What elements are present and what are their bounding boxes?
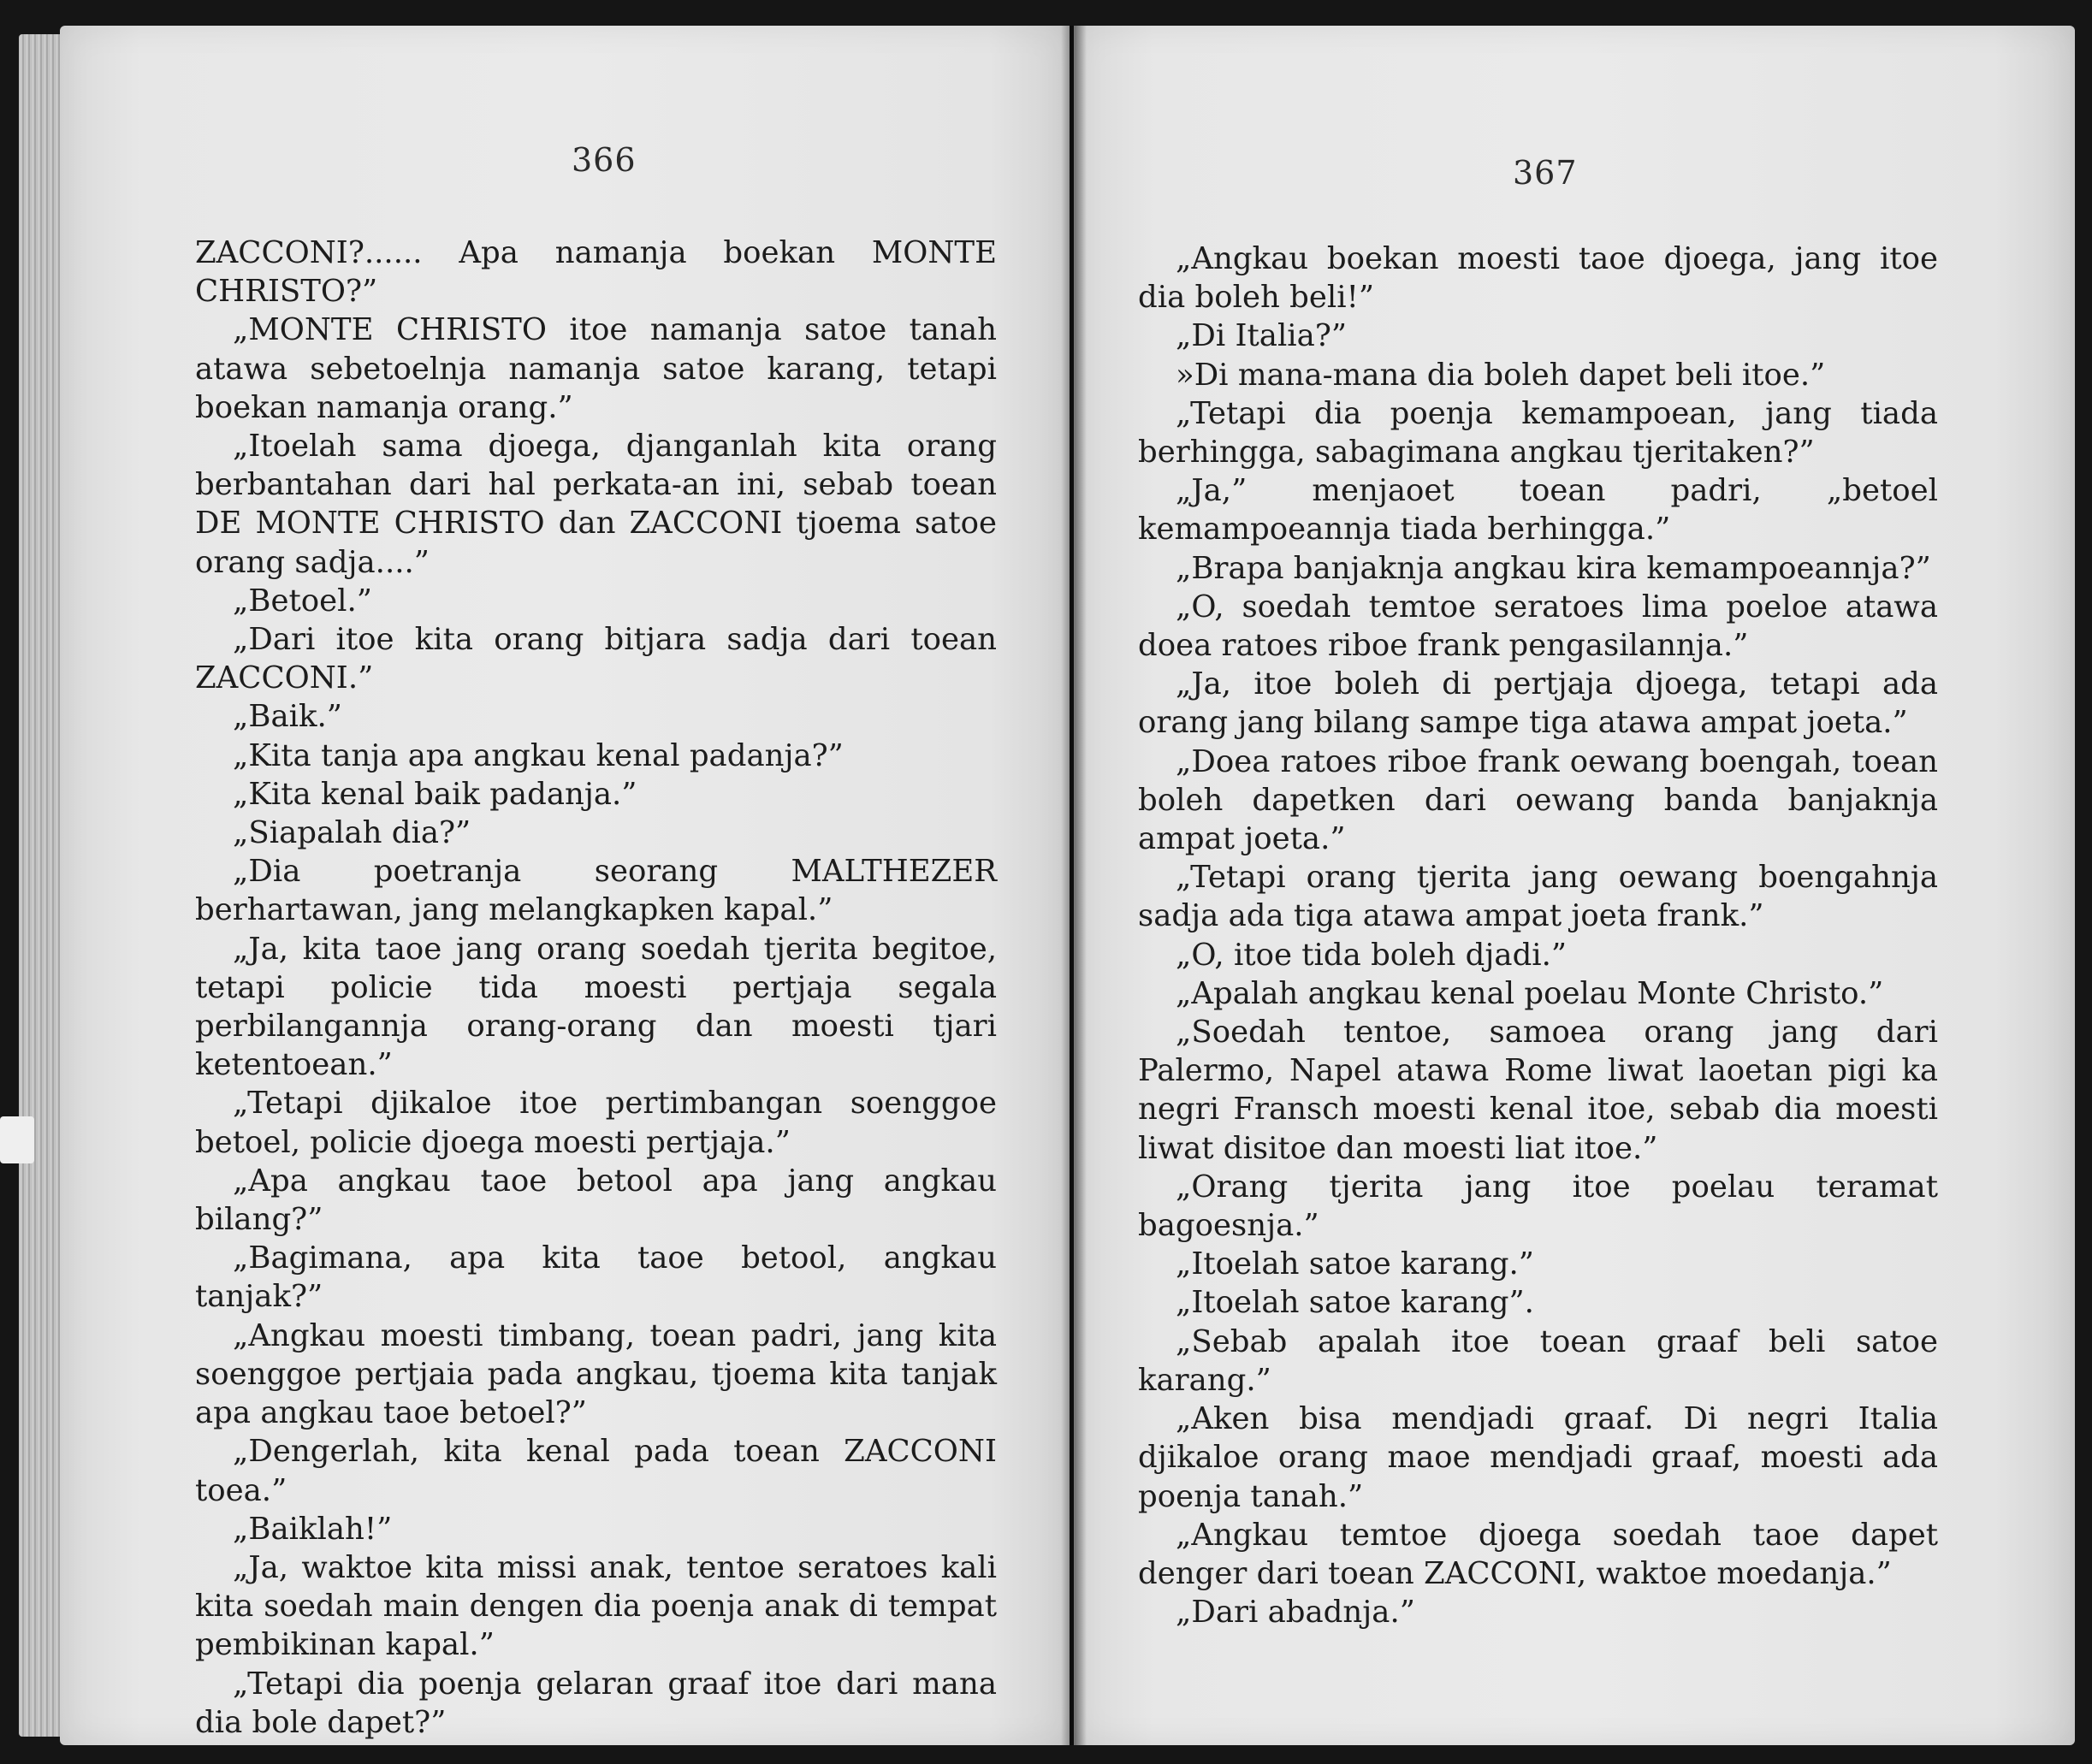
paragraph: „Siapalah dia?” (233, 815, 471, 851)
paragraph: „Baiklah!” (233, 1511, 393, 1547)
paragraph: „Baik.” (233, 699, 342, 735)
paragraph: „Dengerlah, kita kenal pada toean ZACCONI toea.” (195, 1434, 997, 1508)
right-page-number: 367 (1513, 154, 1578, 192)
paragraph: „Itoelah satoe karang.” (1176, 1246, 1534, 1282)
paragraph: »Di mana-mana dia boleh dapet beli itoe.” (1176, 357, 1826, 393)
paragraph: „Betoel.” (233, 583, 372, 619)
book-gutter (1061, 26, 1087, 1745)
paragraph: „Tetapi orang tjerita jang oewang boengahnja sadja ada tiga atawa ampat joeta frank.” (1138, 860, 1938, 934)
paper-tab (0, 1116, 34, 1163)
paragraph: „Dari abadnja.” (1176, 1595, 1415, 1631)
paragraph: „Bagimana, apa kita taoe betool, angkau tanjak?” (195, 1240, 997, 1315)
paragraph: „O, itoe tida boleh djadi.” (1176, 937, 1568, 973)
paragraph: „Sebab apalah itoe toean graaf beli satoe karang.” (1138, 1323, 1938, 1398)
paragraph: „Itoelah satoe karang”. (1176, 1285, 1534, 1321)
page-edge-stack (19, 34, 62, 1737)
paragraph: „Orang tjerita jang itoe poelau teramat bagoesnja.” (1138, 1169, 1938, 1244)
right-page-text (1138, 240, 1938, 1631)
paragraph: „Dari itoe kita orang bitjara sadja dari toean ZACCONI.” (195, 622, 997, 696)
paragraph: „Kita kenal baik padanja.” (233, 776, 637, 812)
paragraph: „Apa angkau taoe betool apa jang angkau bilang?” (195, 1163, 997, 1238)
paragraph: „Angkau moesti timbang, toean padri, jang kita soenggoe pertjaia pada angkau, tjoema kita tanjak apa angkau taoe betoel?” (195, 1317, 997, 1431)
paragraph: „Aken bisa mendjadi graaf. Di negri Italia djikaloe orang maoe mendjadi graaf, moesti ada poenja tanah.” (1138, 1401, 1938, 1514)
left-page-text (195, 234, 997, 1742)
paragraph: „Doea ratoes riboe frank oewang boengah, toean boleh dapetken dari oewang banda banjaknja ampat joeta.” (1138, 743, 1938, 857)
paragraph: „Angkau temtoe djoega soedah taoe dapet denger dari toean ZACCONI, waktoe moedanja.” (1138, 1517, 1938, 1591)
paragraph: „Ja, kita taoe jang orang soedah tjerita begitoe, tetapi policie tida moesti pertjaja segala perbilangannja orang-orang dan moesti tjari ketentoean.” (195, 931, 997, 1083)
paragraph: „Tetapi djikaloe itoe pertimbangan soenggoe betoel, policie djoega moesti pertjaja.” (195, 1086, 997, 1160)
paragraph: „O, soedah temtoe seratoes lima poeloe atawa doea ratoes riboe frank pengasilannja.” (1138, 589, 1938, 664)
paragraph: „Angkau boekan moesti taoe djoega, jang itoe dia boleh beli!” (1138, 241, 1938, 316)
paragraph: „Kita tanja apa angkau kenal padanja?” (233, 737, 844, 773)
paragraph: „Di Italia?” (1176, 318, 1347, 354)
paragraph: „Dia poetranja seorang MALTHEZER berhartawan, jang melangkapken kapal.” (195, 854, 997, 928)
left-page-number: 366 (572, 141, 637, 179)
paragraph: „MONTE CHRISTO itoe namanja satoe tanah atawa sebetoelnja namanja satoe karang, tetapi boekan namanja orang.” (195, 312, 997, 425)
paragraph: „Brapa banjaknja angkau kira kemampoeannja?” (1176, 550, 1931, 586)
paragraph: „Soedah tentoe, samoea orang jang dari Palermo, Napel atawa Rome liwat laoetan pigi ka negri Fransch moesti kenal itoe, sebab dia moesti liwat disitoe dan moesti liat itoe.” (1138, 1015, 1938, 1166)
paragraph: „Ja,” menjaoet toean padri, „betoel kemampoeannja tiada berhingga.” (1138, 473, 1938, 548)
paragraph: „Tetapi dia poenja kemampoean, jang tiada berhingga, sabagimana angkau tjeritaken?” (1138, 395, 1938, 471)
paragraph: ZACCONI?...... Apa namanja boekan MONTE CHRISTO?” (195, 235, 997, 310)
paragraph: „Tetapi dia poenja gelaran graaf itoe dari mana dia bole dapet?” (195, 1666, 997, 1740)
paragraph: „Ja, waktoe kita missi anak, tentoe seratoes kali kita soedah main dengen dia poenja anak di tempat pembikinan kapal.” (195, 1549, 997, 1663)
paragraph: „Ja, itoe boleh di pertjaja djoega, tetapi ada orang jang bilang sampe tiga atawa ampat joeta.” (1138, 666, 1938, 741)
paragraph: „Itoelah sama djoega, djanganlah kita orang berbantahan dari hal perkata-an ini, sebab toean DE MONTE CHRISTO dan ZACCONI tjoema satoe orang sadja....” (195, 429, 997, 580)
paragraph: „Apalah angkau kenal poelau Monte Christo.” (1176, 975, 1884, 1011)
